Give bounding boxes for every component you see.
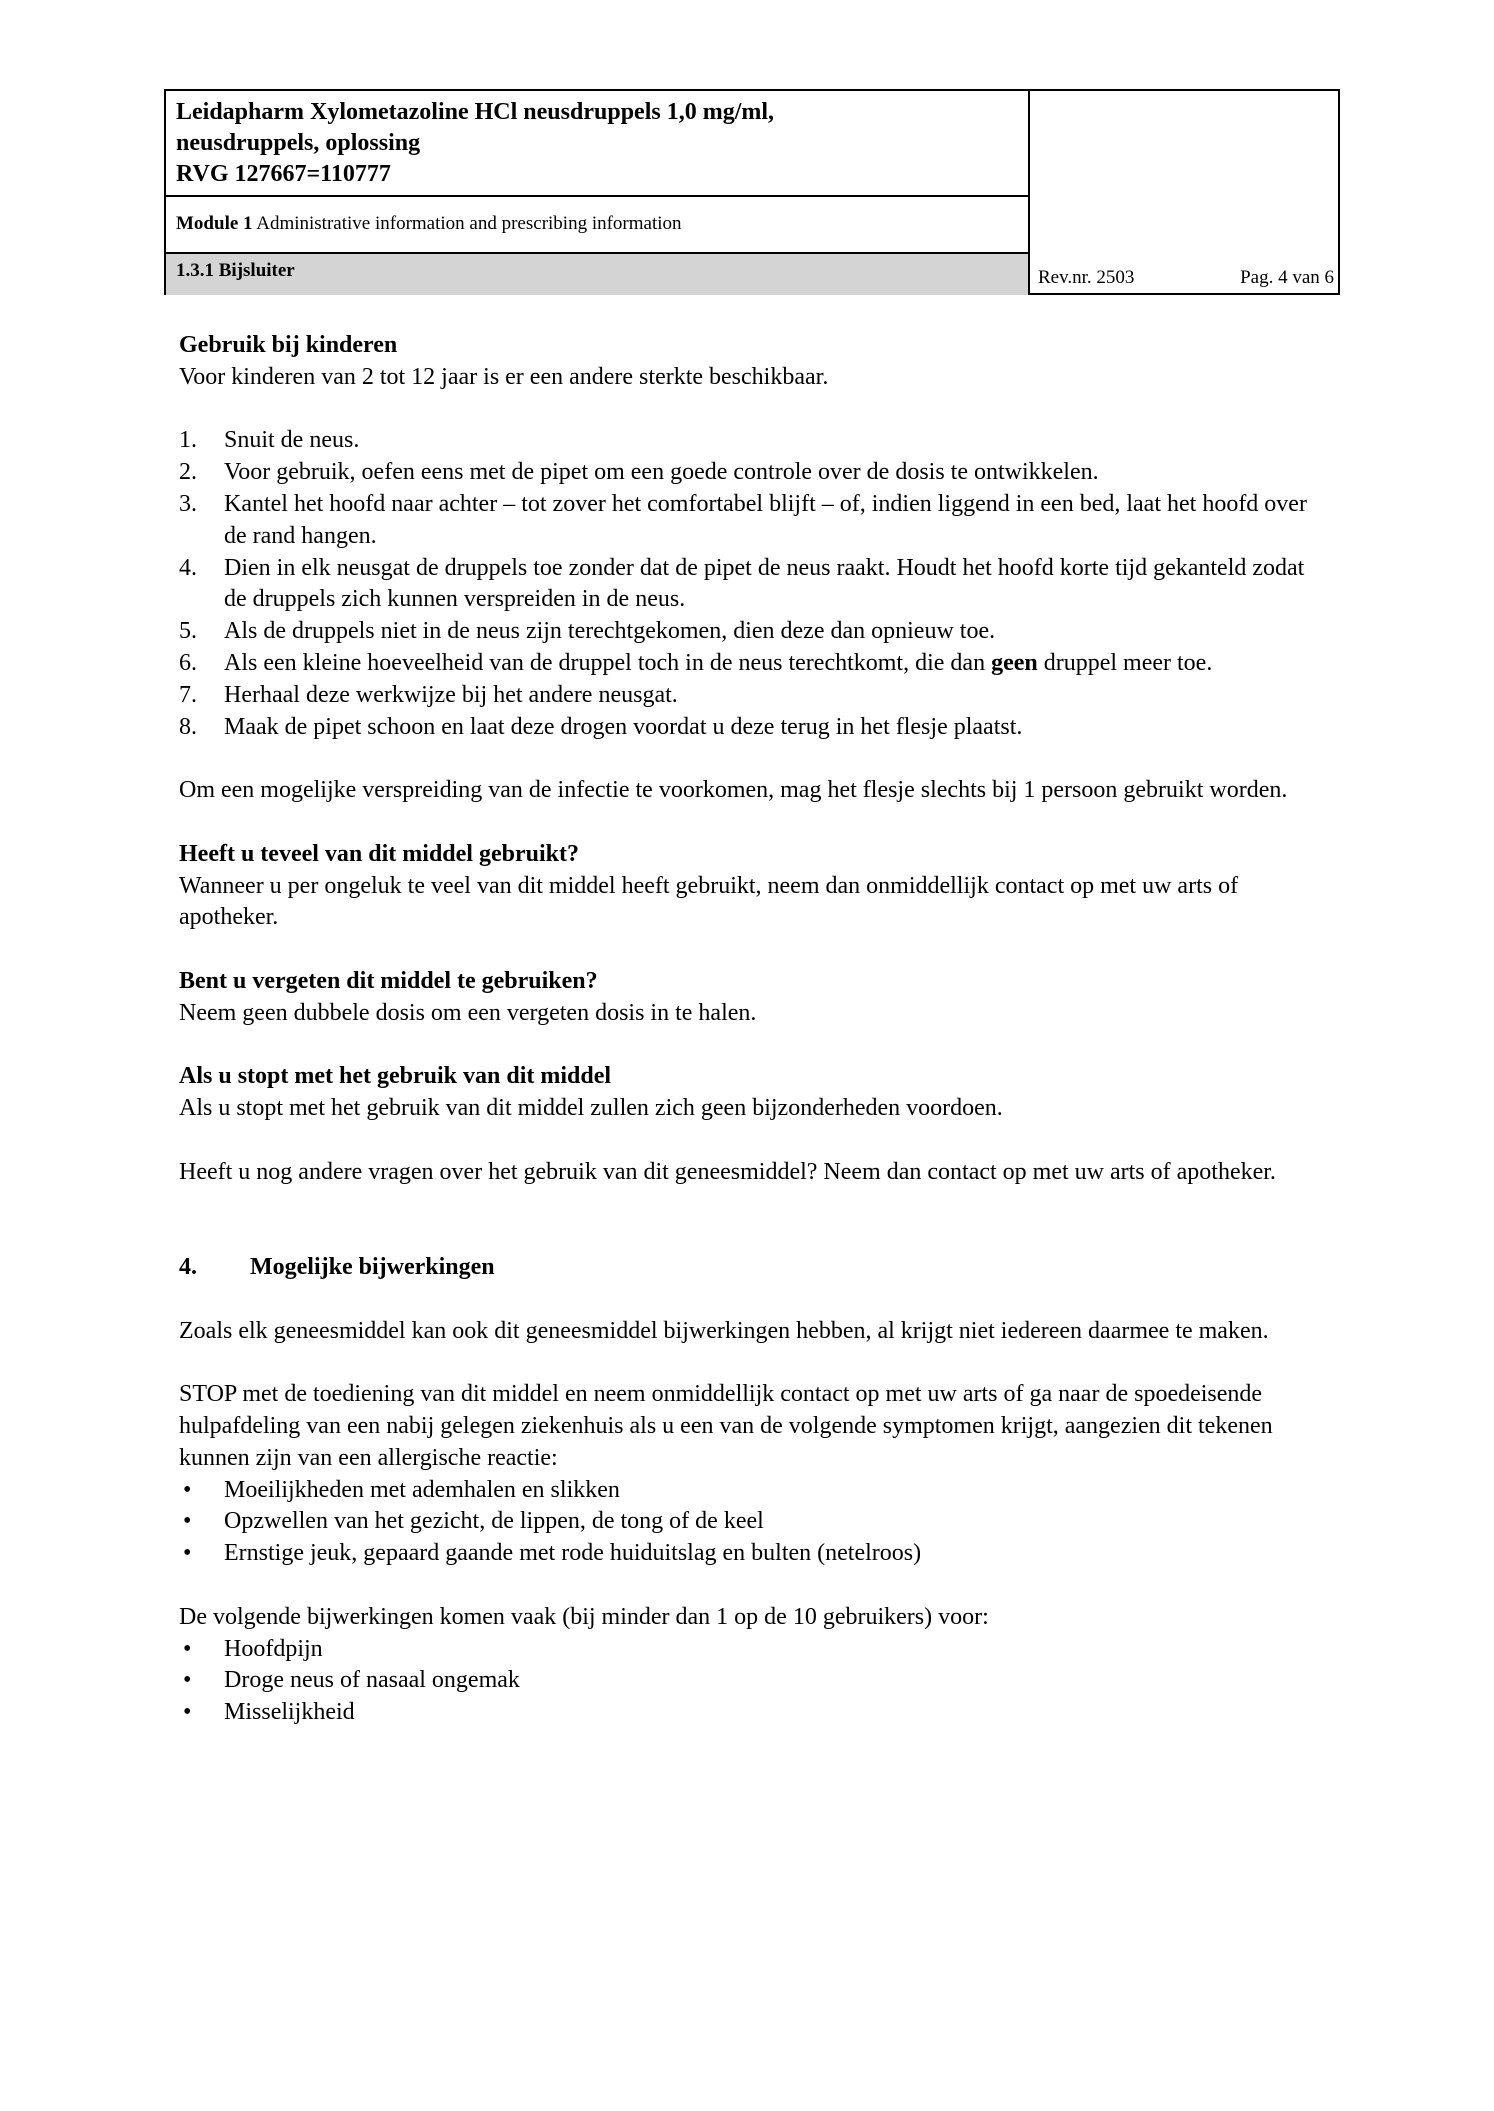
bullet: • (183, 1667, 192, 1694)
spacer (179, 1030, 1329, 1062)
spacer (179, 743, 1329, 775)
paragraph-common-side-effects: De volgende bijwerkingen komen vaak (bij minder dan 1 op de 10 gebruikers) voor: (179, 1603, 989, 1630)
allergy-symptom-list (179, 1475, 1329, 1570)
list-text: Als de druppels niet in de neus zijn terechtgekomen, dien deze dan opnieuw toe. (224, 618, 996, 645)
list-text: Kantel het hoofd naar achter – tot zover het comfortabel blijft – of, indien liggend in een bed, laat het hoofd over de rand hangen. (224, 490, 1307, 549)
list-text: Dien in elk neusgat de druppels toe zonder dat de pipet de neus raakt. Houdt het hoofd korte tijd gekanteld zodat de druppels zich kunnen verspreiden in de neus. (224, 554, 1305, 613)
heading-vergeten: Bent u vergeten dit middel te gebruiken? (179, 967, 598, 994)
list-item (179, 553, 1329, 617)
list-number: 5. (179, 618, 197, 645)
spacer (179, 394, 1329, 426)
list-text-emphasis: geen (991, 649, 1038, 676)
list-text: Voor gebruik, oefen eens met de pipet om een goede controle over de dosis te ontwikkelen. (224, 459, 1099, 486)
bullet: • (183, 1635, 192, 1662)
heading-teveel: Heeft u teveel van dit middel gebruikt? (179, 840, 579, 867)
list-number: 3. (179, 490, 197, 517)
list-text: Droge neus of nasaal ongemak (224, 1667, 520, 1694)
bullet: • (183, 1699, 192, 1726)
bullet: • (183, 1540, 192, 1567)
instruction-list (179, 425, 1329, 743)
product-title-line-1: Leidapharm Xylometazoline HCl neusdruppels 1,0 mg/ml, (176, 99, 775, 125)
bullet: • (183, 1476, 192, 1503)
list-number: 8. (179, 713, 197, 740)
list-item (179, 648, 1329, 680)
spacer (179, 1570, 1329, 1602)
section-4-title (179, 1252, 1329, 1284)
product-title-line-3: RVG 127667=110777 (176, 161, 391, 187)
spacer (179, 1284, 1329, 1316)
spacer (179, 1125, 1329, 1157)
spacer (179, 1220, 1329, 1252)
header-left-column (166, 91, 1030, 293)
revision-number: Rev.nr. 2503 (1038, 267, 1135, 288)
list-item (179, 1697, 1329, 1729)
list-item (179, 680, 1329, 712)
module-description: Administrative information and prescribing information (252, 213, 682, 234)
list-item (179, 616, 1329, 648)
list-text: Herhaal deze werkwijze bij het andere neusgat. (224, 681, 678, 708)
paragraph-kinderen: Voor kinderen van 2 tot 12 jaar is er een andere sterkte beschikbaar. (179, 363, 829, 390)
list-item (179, 489, 1329, 553)
list-text: Misselijkheid (224, 1699, 355, 1726)
list-item (179, 1475, 1329, 1507)
list-number: 4. (179, 554, 197, 581)
heading-stopt: Als u stopt met het gebruik van dit middel (179, 1063, 612, 1090)
module-label: Module 1 (176, 213, 253, 234)
list-item (179, 1506, 1329, 1538)
list-item (179, 712, 1329, 744)
list-number: 6. (179, 649, 197, 676)
paragraph-teveel: Wanneer u per ongeluk te veel van dit middel heeft gebruikt, neem dan onmiddellijk contact op met uw arts of apotheker. (179, 872, 1239, 931)
product-title-line-2: neusdruppels, oplossing (176, 130, 421, 156)
paragraph-infectie: Om een mogelijke verspreiding van de infectie te voorkomen, mag het flesje slechts bij 1 persoon gebruikt worden. (179, 777, 1288, 804)
header-right-column (1030, 91, 1340, 293)
page-number: Pag. 4 van 6 (1240, 267, 1334, 288)
list-number: 7. (179, 681, 197, 708)
paragraph-intro-bijwerkingen: Zoals elk geneesmiddel kan ook dit geneesmiddel bijwerkingen hebben, al krijgt niet iedereen daarmee te maken. (179, 1317, 1269, 1344)
list-text: Maak de pipet schoon en laat deze drogen voordat u deze terug in het flesje plaatst. (224, 713, 1023, 740)
section-4-number: 4. (179, 1254, 197, 1281)
module-line (166, 195, 1028, 252)
section-4-name: Mogelijke bijwerkingen (250, 1254, 495, 1281)
list-text: Ernstige jeuk, gepaard gaande met rode huiduitslag en bulten (netelroos) (224, 1540, 922, 1567)
list-item (179, 1634, 1329, 1666)
product-title (176, 97, 1026, 190)
list-item (179, 457, 1329, 489)
paragraph-vragen: Heeft u nog andere vragen over het gebruik van dit geneesmiddel? Neem dan contact op met uw arts of apotheker. (179, 1158, 1276, 1185)
list-text: Moeilijkheden met ademhalen en slikken (224, 1476, 620, 1503)
spacer (179, 934, 1329, 966)
spacer (179, 807, 1329, 839)
paragraph-vergeten: Neem geen dubbele dosis om een vergeten dosis in te halen. (179, 999, 757, 1026)
list-text: Snuit de neus. (224, 427, 360, 454)
list-text: Opzwellen van het gezicht, de lippen, de tong of de keel (224, 1508, 764, 1535)
bullet: • (183, 1508, 192, 1535)
paragraph-stop: STOP met de toediening van dit middel en neem onmiddellijk contact op met uw arts of ga naar de spoedeisende hulpafdeling van een nabij gelegen ziekenhuis als u een van de volgende symptomen krijgt, aangezien dit tekenen kunnen zijn van een allergische reactie: (179, 1381, 1273, 1471)
spacer (179, 1348, 1329, 1380)
list-item (179, 425, 1329, 457)
heading-kinderen: Gebruik bij kinderen (179, 332, 398, 358)
list-text: druppel meer toe. (1037, 649, 1213, 676)
common-side-effects-list (179, 1634, 1329, 1729)
spacer (179, 1189, 1329, 1221)
list-item (179, 1665, 1329, 1697)
document-header-table (164, 89, 1340, 295)
paragraph-stopt: Als u stopt met het gebruik van dit middel zullen zich geen bijzonderheden voordoen. (179, 1095, 1003, 1122)
list-number: 1. (179, 427, 197, 454)
section-label: 1.3.1 Bijsluiter (166, 252, 1028, 295)
list-text: Hoofdpijn (224, 1635, 323, 1662)
document-body (179, 330, 1329, 1729)
list-item (179, 1538, 1329, 1570)
list-text: Als een kleine hoeveelheid van de druppel toch in de neus terechtkomt, die dan (224, 649, 992, 676)
list-number: 2. (179, 459, 197, 486)
